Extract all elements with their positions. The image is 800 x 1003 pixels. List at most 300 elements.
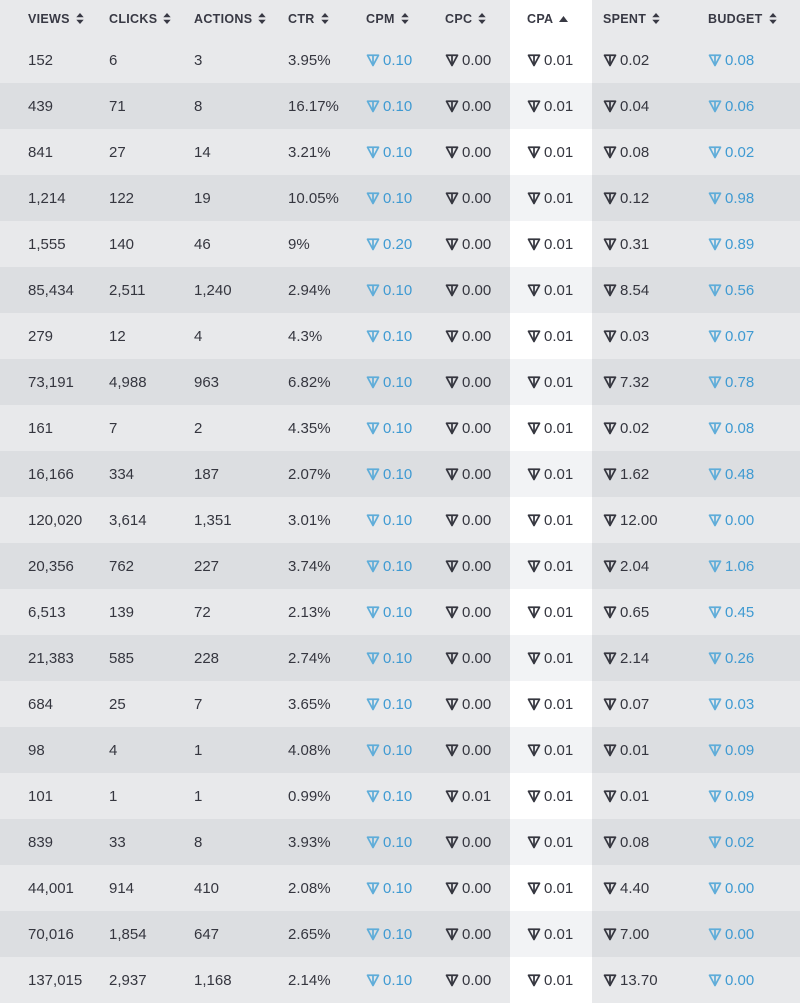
cell-views [0, 221, 96, 267]
cell-value: 2.07% [288, 465, 331, 483]
ton-currency-icon [527, 882, 541, 895]
ton-currency-icon [445, 698, 459, 711]
cell-value: 762 [109, 557, 135, 575]
cell-value: 4.3% [288, 327, 323, 345]
cell-cpc [438, 359, 510, 405]
cell-clicks [96, 313, 182, 359]
cell-views [0, 635, 96, 681]
cell-views [0, 543, 96, 589]
table-row [0, 497, 800, 543]
cell-value: 3 [194, 51, 203, 69]
ton-currency-icon [445, 744, 459, 757]
cell-value: 7.32 [620, 373, 650, 391]
cell-value: 963 [194, 373, 220, 391]
cell-value: 0.03 [620, 327, 650, 345]
ton-currency-icon [527, 284, 541, 297]
cell-value: 0.01 [544, 235, 574, 253]
cell-spent [592, 819, 690, 865]
cell-value: 27 [109, 143, 126, 161]
cell-spent [592, 497, 690, 543]
cell-value: 1,351 [194, 511, 232, 529]
ton-currency-icon [527, 100, 541, 113]
cell-spent [592, 37, 690, 83]
ton-currency-icon [603, 54, 617, 67]
sort-both-icon [401, 13, 409, 24]
cell-value: 0.00 [462, 695, 492, 713]
ton-currency-icon [603, 146, 617, 159]
cell-value: 4 [109, 741, 118, 759]
cell-value: 3.74% [288, 557, 331, 575]
cell-spent [592, 957, 690, 1003]
column-header-cpc[interactable] [438, 0, 510, 37]
cell-value: 0.08 [620, 833, 650, 851]
cell-value: 1,214 [28, 189, 66, 207]
ton-currency-icon [366, 54, 380, 67]
cell-value: 0.10 [383, 649, 413, 667]
ton-currency-icon [366, 514, 380, 527]
ton-currency-icon [708, 928, 722, 941]
table-row [0, 83, 800, 129]
cell-actions [182, 497, 276, 543]
cell-views [0, 129, 96, 175]
cell-value: 0.00 [462, 833, 492, 851]
cell-clicks [96, 37, 182, 83]
table-row [0, 635, 800, 681]
ton-currency-icon [445, 468, 459, 481]
table-row [0, 543, 800, 589]
ton-currency-icon [603, 882, 617, 895]
cell-actions [182, 359, 276, 405]
cell-ctr [276, 773, 358, 819]
cell-value: 187 [194, 465, 220, 483]
ton-currency-icon [445, 514, 459, 527]
cell-value: 137,015 [28, 971, 83, 989]
cell-value: 0.07 [620, 695, 650, 713]
cell-budget [690, 129, 800, 175]
ton-currency-icon [366, 744, 380, 757]
cell-value: 0.00 [462, 925, 492, 943]
cell-views [0, 681, 96, 727]
cell-value: 12.00 [620, 511, 658, 529]
cell-value: 0.02 [725, 833, 755, 851]
cell-cpm [358, 635, 438, 681]
cell-clicks [96, 451, 182, 497]
ton-currency-icon [603, 422, 617, 435]
column-header-label: CLICKS [109, 11, 158, 26]
ton-currency-icon [445, 376, 459, 389]
ton-currency-icon [527, 514, 541, 527]
column-header-label: BUDGET [708, 11, 763, 26]
ton-currency-icon [445, 652, 459, 665]
ton-currency-icon [445, 330, 459, 343]
cell-views [0, 819, 96, 865]
cell-value: 0.98 [725, 189, 755, 207]
sort-both-icon [76, 13, 84, 24]
cell-value: 0.10 [383, 189, 413, 207]
ton-currency-icon [527, 422, 541, 435]
cell-value: 139 [109, 603, 135, 621]
cell-value: 0.01 [544, 511, 574, 529]
cell-value: 0.01 [544, 419, 574, 437]
cell-cpa [510, 405, 592, 451]
cell-ctr [276, 681, 358, 727]
cell-cpc [438, 589, 510, 635]
cell-value: 0.10 [383, 51, 413, 69]
cell-value: 227 [194, 557, 220, 575]
cell-spent [592, 359, 690, 405]
cell-spent [592, 221, 690, 267]
cell-ctr [276, 727, 358, 773]
cell-clicks [96, 681, 182, 727]
cell-spent [592, 727, 690, 773]
cell-spent [592, 865, 690, 911]
column-header-views[interactable] [0, 0, 96, 37]
ton-currency-icon [366, 468, 380, 481]
ton-currency-icon [603, 790, 617, 803]
cell-value: 16.17% [288, 97, 339, 115]
cell-value: 0.00 [462, 465, 492, 483]
cell-value: 0.01 [462, 787, 492, 805]
cell-clicks [96, 819, 182, 865]
cell-spent [592, 589, 690, 635]
cell-value: 0.08 [620, 143, 650, 161]
cell-value: 19 [194, 189, 211, 207]
cell-value: 0.00 [725, 511, 755, 529]
cell-ctr [276, 589, 358, 635]
cell-spent [592, 83, 690, 129]
cell-value: 410 [194, 879, 220, 897]
ton-currency-icon [445, 54, 459, 67]
ton-currency-icon [366, 928, 380, 941]
cell-ctr [276, 267, 358, 313]
cell-spent [592, 405, 690, 451]
ton-currency-icon [708, 560, 722, 573]
ton-currency-icon [708, 100, 722, 113]
cell-cpm [358, 129, 438, 175]
ton-currency-icon [603, 698, 617, 711]
cell-cpm [358, 957, 438, 1003]
cell-value: 1 [194, 787, 203, 805]
ton-currency-icon [708, 836, 722, 849]
table-row [0, 405, 800, 451]
cell-value: 0.00 [462, 143, 492, 161]
cell-cpa [510, 37, 592, 83]
table-body [0, 37, 800, 1003]
cell-value: 4.08% [288, 741, 331, 759]
cell-value: 0.01 [544, 787, 574, 805]
cell-clicks [96, 865, 182, 911]
cell-cpm [358, 451, 438, 497]
cell-value: 8 [194, 97, 203, 115]
cell-budget [690, 175, 800, 221]
ton-currency-icon [366, 376, 380, 389]
column-header-cpm[interactable] [358, 0, 438, 37]
ton-currency-icon [708, 652, 722, 665]
cell-value: 2,511 [109, 281, 146, 299]
cell-value: 21,383 [28, 649, 74, 667]
ton-currency-icon [527, 238, 541, 251]
cell-actions [182, 37, 276, 83]
ton-currency-icon [708, 376, 722, 389]
cell-value: 0.10 [383, 419, 413, 437]
ton-currency-icon [708, 330, 722, 343]
cell-cpc [438, 451, 510, 497]
cell-value: 4 [194, 327, 203, 345]
cell-value: 9% [288, 235, 310, 253]
cell-clicks [96, 635, 182, 681]
cell-budget [690, 83, 800, 129]
cell-spent [592, 773, 690, 819]
cell-value: 0.00 [725, 925, 755, 943]
cell-spent [592, 681, 690, 727]
cell-cpc [438, 911, 510, 957]
cell-clicks [96, 267, 182, 313]
ton-currency-icon [603, 560, 617, 573]
cell-value: 0.01 [544, 649, 574, 667]
cell-cpa [510, 957, 592, 1003]
cell-value: 0.09 [725, 741, 755, 759]
cell-cpa [510, 681, 592, 727]
column-header-budget[interactable] [690, 0, 800, 37]
ton-currency-icon [603, 238, 617, 251]
cell-value: 3.01% [288, 511, 331, 529]
ton-currency-icon [527, 652, 541, 665]
cell-ctr [276, 175, 358, 221]
cell-value: 73,191 [28, 373, 74, 391]
cell-value: 122 [109, 189, 135, 207]
cell-cpa [510, 221, 592, 267]
cell-cpc [438, 957, 510, 1003]
cell-value: 0.01 [544, 695, 574, 713]
cell-actions [182, 865, 276, 911]
cell-actions [182, 727, 276, 773]
cell-spent [592, 543, 690, 589]
ton-currency-icon [366, 652, 380, 665]
ton-currency-icon [445, 238, 459, 251]
cell-value: 2 [194, 419, 203, 437]
cell-clicks [96, 129, 182, 175]
cell-value: 279 [28, 327, 54, 345]
table-row [0, 957, 800, 1003]
cell-value: 2.08% [288, 879, 331, 897]
cell-value: 44,001 [28, 879, 74, 897]
ton-currency-icon [603, 744, 617, 757]
cell-cpm [358, 359, 438, 405]
column-header-ctr[interactable] [276, 0, 358, 37]
ton-currency-icon [708, 192, 722, 205]
cell-cpc [438, 313, 510, 359]
cell-cpa [510, 175, 592, 221]
cell-views [0, 37, 96, 83]
cell-ctr [276, 543, 358, 589]
cell-cpc [438, 819, 510, 865]
table-row [0, 451, 800, 497]
cell-value: 3,614 [109, 511, 147, 529]
cell-value: 0.06 [725, 97, 755, 115]
cell-value: 0.01 [544, 327, 574, 345]
cell-actions [182, 957, 276, 1003]
cell-value: 0.10 [383, 833, 413, 851]
cell-value: 0.01 [544, 51, 574, 69]
cell-value: 0.01 [544, 741, 574, 759]
cell-value: 439 [28, 97, 54, 115]
cell-value: 0.00 [462, 603, 492, 621]
table-row [0, 819, 800, 865]
cell-value: 152 [28, 51, 54, 69]
ton-currency-icon [366, 284, 380, 297]
cell-value: 0.01 [544, 189, 574, 207]
cell-cpa [510, 497, 592, 543]
cell-value: 0.26 [725, 649, 755, 667]
sort-both-icon [769, 13, 777, 24]
cell-clicks [96, 221, 182, 267]
sort-both-icon [163, 13, 171, 24]
ton-currency-icon [445, 422, 459, 435]
table-row [0, 727, 800, 773]
sort-both-icon [478, 13, 486, 24]
cell-value: 0.10 [383, 143, 413, 161]
cell-value: 647 [194, 925, 220, 943]
table-row [0, 773, 800, 819]
ton-currency-icon [708, 54, 722, 67]
cell-views [0, 865, 96, 911]
cell-budget [690, 635, 800, 681]
cell-value: 6,513 [28, 603, 66, 621]
cell-spent [592, 129, 690, 175]
cell-actions [182, 175, 276, 221]
cell-value: 0.00 [462, 373, 492, 391]
cell-value: 0.01 [544, 603, 574, 621]
sort-asc-icon [559, 16, 568, 22]
cell-cpm [358, 83, 438, 129]
ton-currency-icon [527, 146, 541, 159]
column-header-actions[interactable] [182, 0, 276, 37]
ton-currency-icon [445, 606, 459, 619]
cell-value: 0.01 [544, 833, 574, 851]
cell-ctr [276, 313, 358, 359]
cell-value: 16,166 [28, 465, 74, 483]
cell-ctr [276, 451, 358, 497]
ton-currency-icon [603, 284, 617, 297]
column-header-label: CPA [527, 11, 554, 26]
cell-spent [592, 635, 690, 681]
cell-value: 98 [28, 741, 45, 759]
ton-currency-icon [527, 54, 541, 67]
cell-value: 0.10 [383, 925, 413, 943]
ton-currency-icon [708, 284, 722, 297]
column-header-label: CPM [366, 11, 395, 26]
ton-currency-icon [445, 974, 459, 987]
cell-views [0, 589, 96, 635]
cell-value: 2.94% [288, 281, 331, 299]
ton-currency-icon [603, 514, 617, 527]
ton-currency-icon [708, 698, 722, 711]
cell-value: 1.62 [620, 465, 650, 483]
cell-value: 46 [194, 235, 211, 253]
cell-value: 334 [109, 465, 135, 483]
column-header-cpa[interactable] [510, 0, 592, 37]
cell-actions [182, 313, 276, 359]
column-header-clicks[interactable] [96, 0, 182, 37]
cell-budget [690, 865, 800, 911]
cell-value: 839 [28, 833, 54, 851]
cell-value: 0.00 [462, 971, 492, 989]
cell-value: 140 [109, 235, 135, 253]
cell-value: 2.04 [620, 557, 650, 575]
cell-value: 1 [109, 787, 118, 805]
ton-currency-icon [527, 698, 541, 711]
cell-value: 228 [194, 649, 220, 667]
cell-actions [182, 405, 276, 451]
cell-cpc [438, 221, 510, 267]
ton-currency-icon [445, 284, 459, 297]
ton-currency-icon [445, 790, 459, 803]
cell-value: 25 [109, 695, 126, 713]
cell-actions [182, 267, 276, 313]
cell-actions [182, 129, 276, 175]
cell-clicks [96, 83, 182, 129]
cell-budget [690, 911, 800, 957]
cell-ctr [276, 359, 358, 405]
cell-value: 0.04 [620, 97, 650, 115]
cell-value: 72 [194, 603, 211, 621]
cell-value: 0.00 [462, 557, 492, 575]
cell-value: 0.10 [383, 465, 413, 483]
ton-currency-icon [445, 192, 459, 205]
cell-ctr [276, 497, 358, 543]
cell-spent [592, 451, 690, 497]
cell-value: 0.02 [725, 143, 755, 161]
cell-views [0, 267, 96, 313]
cell-ctr [276, 865, 358, 911]
cell-value: 0.01 [544, 373, 574, 391]
ton-currency-icon [603, 192, 617, 205]
cell-budget [690, 497, 800, 543]
ton-currency-icon [603, 652, 617, 665]
ton-currency-icon [603, 376, 617, 389]
cell-value: 85,434 [28, 281, 74, 299]
cell-value: 0.00 [462, 51, 492, 69]
table-row [0, 267, 800, 313]
column-header-spent[interactable] [592, 0, 690, 37]
cell-budget [690, 773, 800, 819]
column-header-label: CTR [288, 11, 315, 26]
cell-budget [690, 957, 800, 1003]
cell-value: 70,016 [28, 925, 74, 943]
cell-value: 841 [28, 143, 54, 161]
cell-cpm [358, 911, 438, 957]
ton-currency-icon [527, 744, 541, 757]
cell-ctr [276, 405, 358, 451]
table-header-row [0, 0, 800, 37]
cell-cpc [438, 681, 510, 727]
cell-cpc [438, 727, 510, 773]
cell-cpm [358, 497, 438, 543]
cell-value: 101 [28, 787, 54, 805]
cell-cpm [358, 589, 438, 635]
cell-budget [690, 37, 800, 83]
ton-currency-icon [445, 882, 459, 895]
ton-currency-icon [708, 606, 722, 619]
cell-views [0, 359, 96, 405]
cell-value: 4,988 [109, 373, 147, 391]
ton-currency-icon [527, 836, 541, 849]
cell-value: 0.01 [544, 879, 574, 897]
cell-value: 0.65 [620, 603, 650, 621]
cell-value: 1.06 [725, 557, 755, 575]
cell-value: 0.00 [725, 879, 755, 897]
ton-currency-icon [603, 330, 617, 343]
